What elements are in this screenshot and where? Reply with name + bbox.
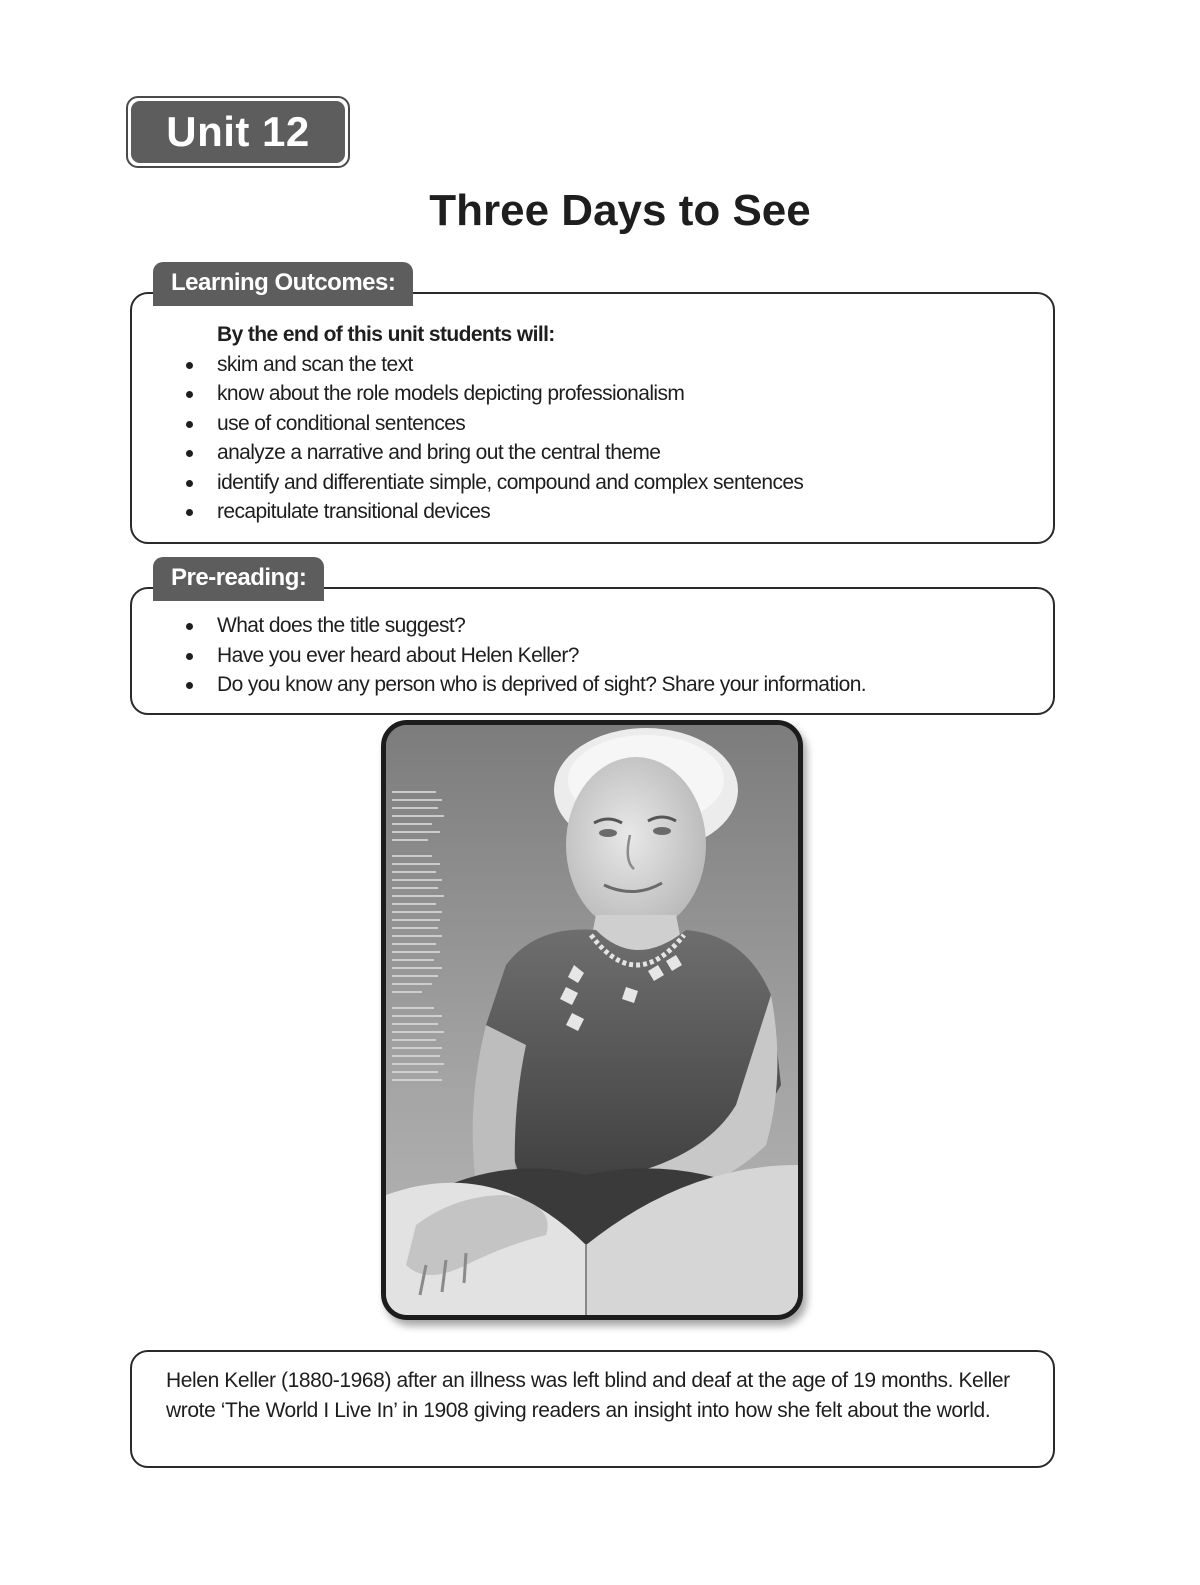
learning-outcomes-intro: By the end of this unit students will:	[217, 323, 555, 346]
list-item-text: identify and differentiate simple, compound and complex sentences	[217, 470, 804, 494]
caption-text: Helen Keller (1880-1968) after an illness was left blind and deaf at the age of 19 months. Keller wrote ‘The World I Live In’ in 1908 giving readers an insight into how she felt about the world.	[166, 1369, 1010, 1422]
learning-outcomes-box	[130, 292, 1055, 544]
list-item	[132, 670, 1053, 700]
list-item-text: skim and scan the text	[217, 352, 413, 376]
bullet-icon	[186, 509, 193, 516]
list-item-text: know about the role models depicting professionalism	[217, 382, 685, 405]
caption-box	[130, 1350, 1055, 1468]
list-item-text: use of conditional sentences	[217, 411, 466, 435]
bullet-icon	[186, 421, 193, 428]
list-item	[132, 379, 1053, 409]
list-item-text: Do you know any person who is deprived of sight? Share your information.	[217, 673, 867, 696]
pre-reading-box	[130, 587, 1055, 715]
learning-outcomes-heading: Learning Outcomes:	[153, 262, 413, 306]
pre-reading-heading: Pre-reading:	[153, 557, 324, 601]
list-item-text: Have you ever heard about Helen Keller?	[217, 643, 579, 667]
learning-outcomes-list	[132, 350, 1053, 527]
list-item	[132, 611, 1053, 641]
list-item	[132, 438, 1053, 468]
list-item	[132, 497, 1053, 527]
unit-badge	[126, 96, 350, 168]
list-item	[132, 641, 1053, 671]
bullet-icon	[186, 480, 193, 487]
pre-reading-list	[132, 611, 1053, 700]
list-item	[132, 350, 1053, 380]
bullet-icon	[186, 450, 193, 457]
bullet-icon	[186, 623, 193, 630]
list-item-text: What does the title suggest?	[217, 614, 466, 637]
list-item	[132, 468, 1053, 498]
page-title: Three Days to See	[429, 186, 811, 235]
bullet-icon	[186, 362, 193, 369]
bullet-icon	[186, 682, 193, 689]
list-item-text: analyze a narrative and bring out the central theme	[217, 441, 661, 464]
unit-badge-label: Unit 12	[131, 101, 345, 163]
portrait-illustration	[386, 725, 798, 1315]
portrait-image	[381, 720, 803, 1320]
list-item-text: recapitulate transitional devices	[217, 500, 491, 523]
bullet-icon	[186, 391, 193, 398]
list-item	[132, 409, 1053, 439]
bullet-icon	[186, 653, 193, 660]
